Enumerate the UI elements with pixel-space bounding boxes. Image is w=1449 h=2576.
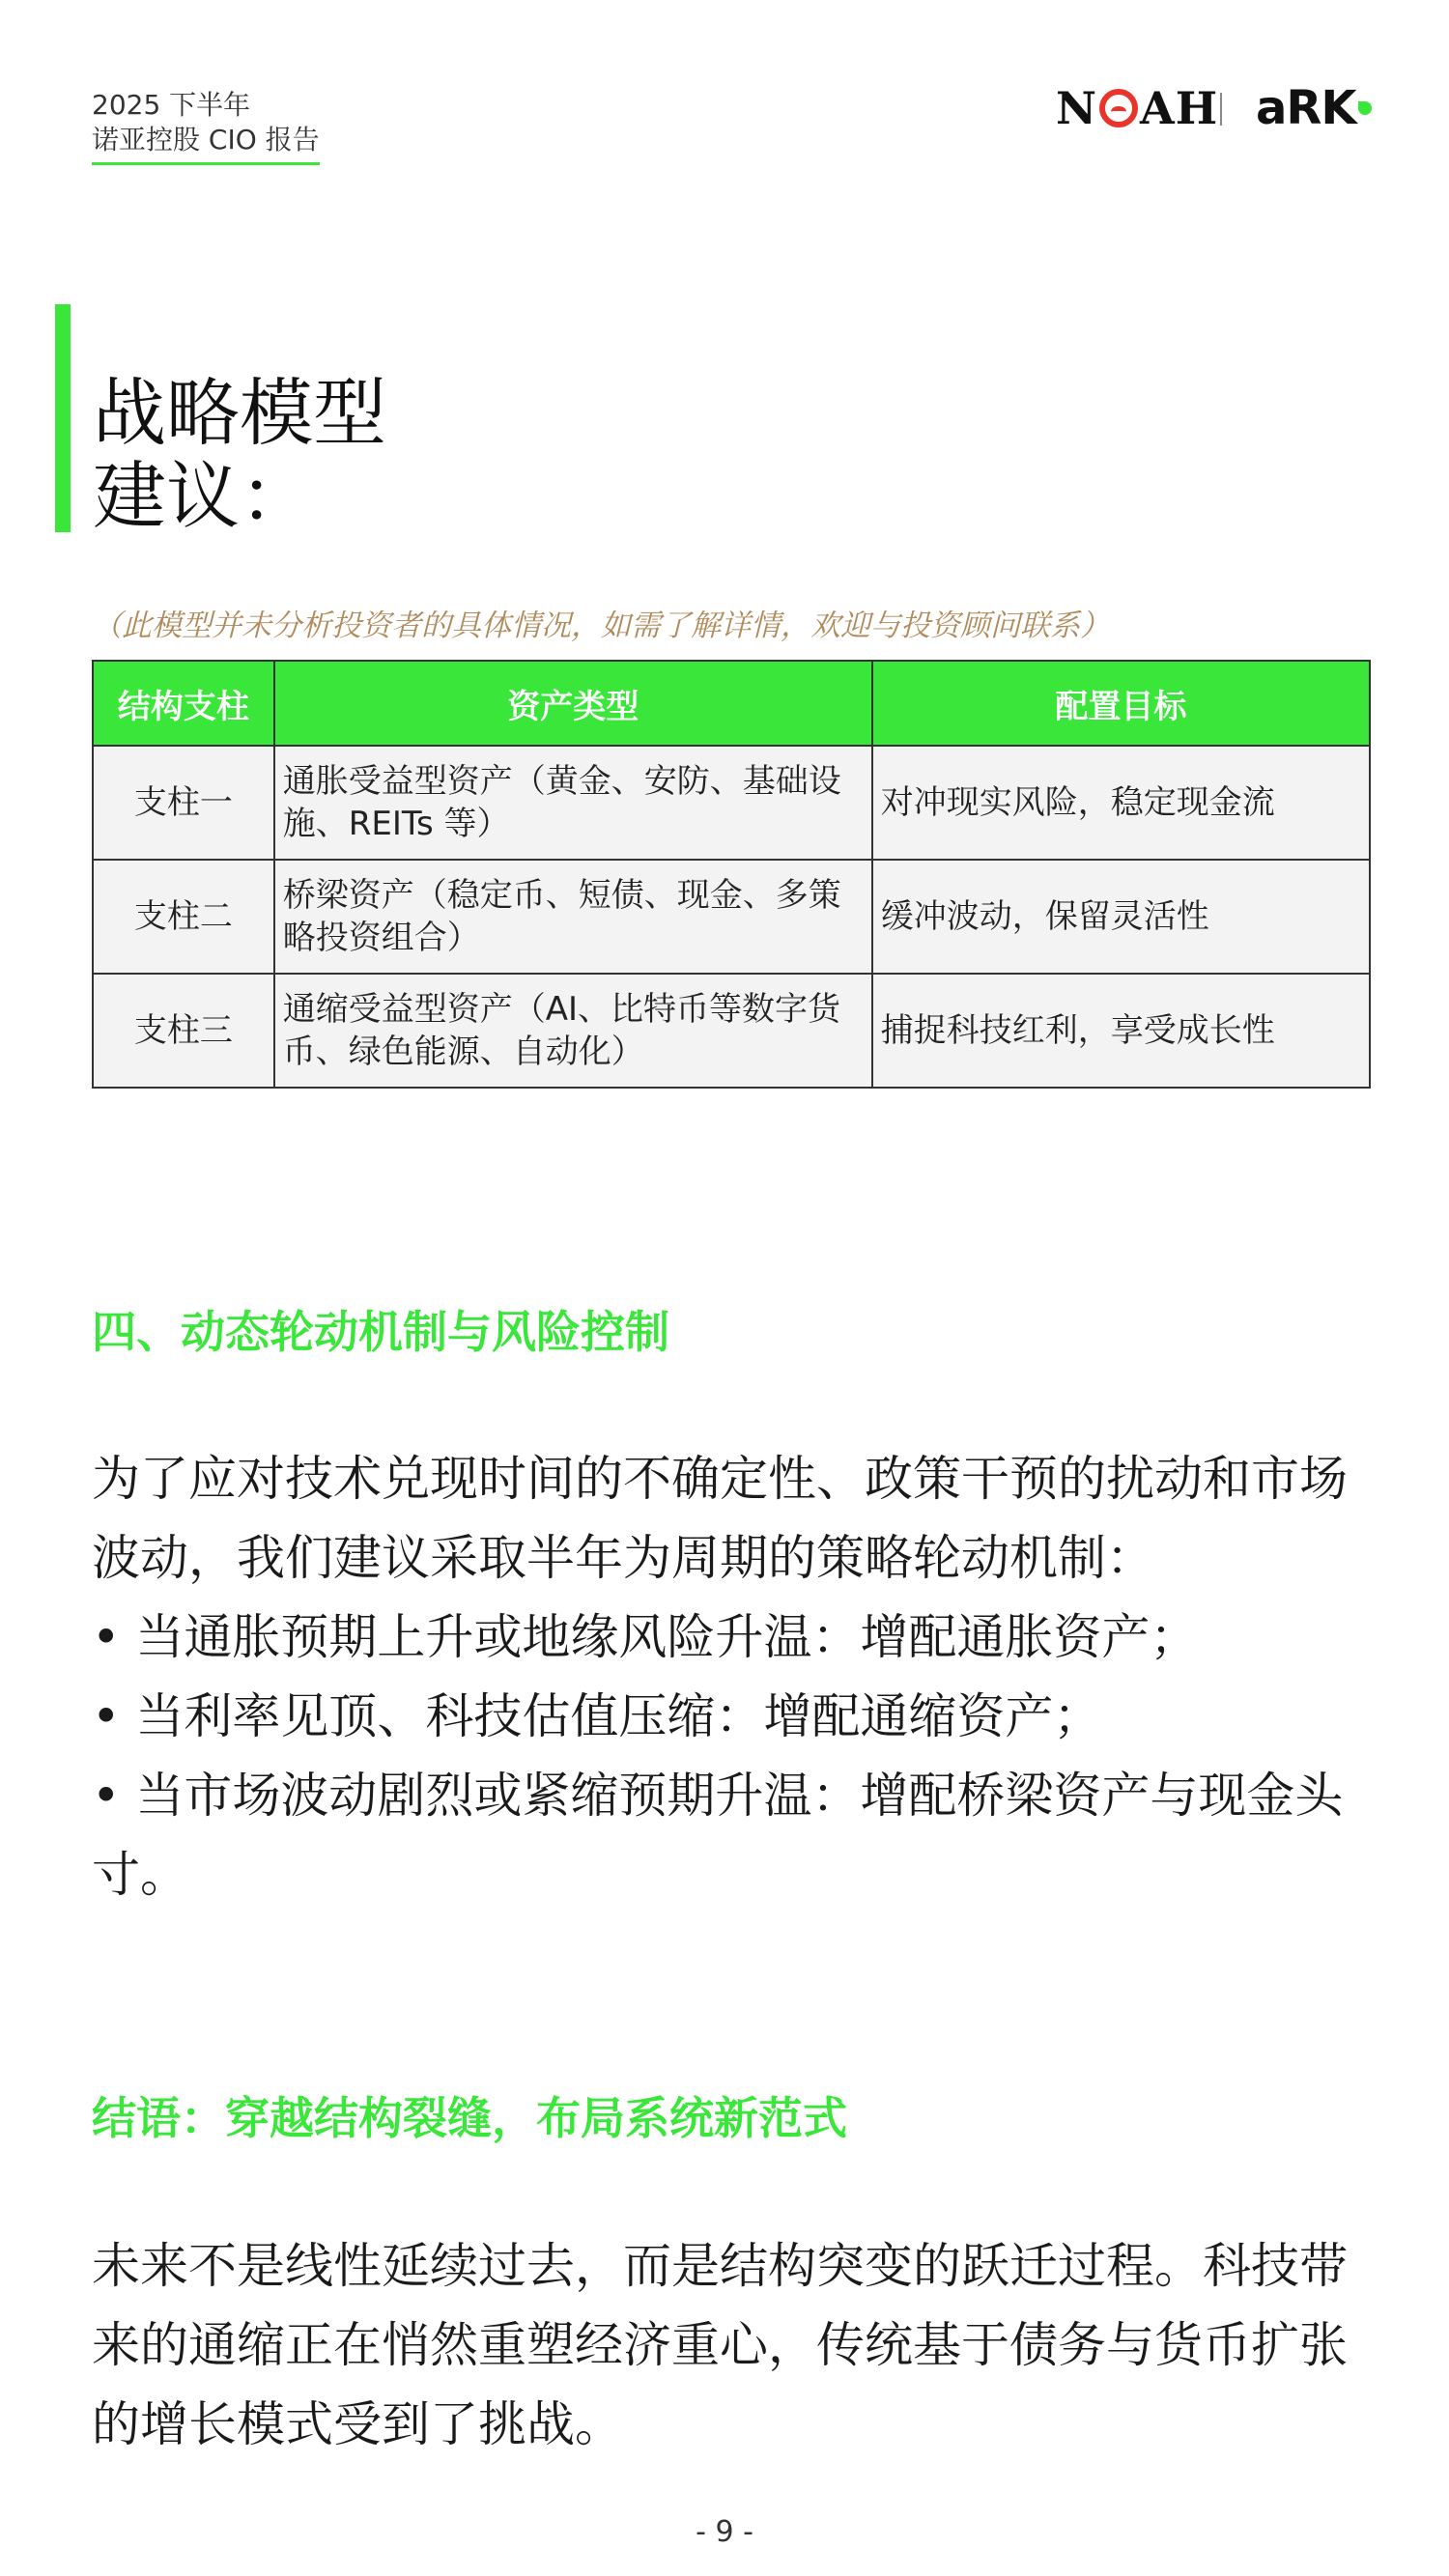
table-row xyxy=(93,974,1370,1088)
section-intro-paragraph: 为了应对技术兑现时间的不确定性、政策干预的扰动和市场波动，我们建议采取半年为周期的策略轮动机制： xyxy=(92,1451,1348,1586)
header-report-name: 诺亚控股 CIO 报告 xyxy=(92,124,320,165)
header-year: 2025 下半年 xyxy=(92,89,251,121)
page-number: - 9 - xyxy=(696,2515,753,2549)
section-heading-conclusion: 结语：穿越结构裂缝，布局系统新范式 xyxy=(92,2092,847,2144)
page-title-line1: 战略模型 xyxy=(93,370,386,456)
logo-separator xyxy=(1220,93,1222,126)
table-cell-asset-type: 通胀受益型资产（黄金、安防、基础设施、REITs 等） xyxy=(274,746,872,860)
title-accent-bar xyxy=(55,304,71,532)
list-item: • 当市场波动剧烈或紧缩预期升温：增配桥梁资产与现金头寸。 xyxy=(92,1768,1344,1903)
list-item: • 当通胀预期上升或地缘风险升温：增配通胀资产； xyxy=(92,1609,1199,1665)
ark-logo: aRK xyxy=(1256,79,1372,137)
table-cell-allocation-goal: 捕捉科技红利，享受成长性 xyxy=(872,974,1370,1088)
table-cell-pillar: 支柱一 xyxy=(93,746,274,860)
allocation-table xyxy=(92,660,1371,1089)
page-title xyxy=(93,372,386,538)
table-cell-asset-type: 桥梁资产（稳定币、短债、现金、多策略投资组合） xyxy=(274,860,872,974)
table-cell-allocation-goal: 缓冲波动，保留灵活性 xyxy=(872,860,1370,974)
page-title-line2: 建议： xyxy=(93,453,313,539)
noah-logo-o-mark xyxy=(1099,89,1138,127)
column-header-pillar: 结构支柱 xyxy=(93,661,274,746)
ark-leaf-icon xyxy=(1358,101,1372,115)
column-header-allocation-goal: 配置目标 xyxy=(872,661,1370,746)
table-cell-allocation-goal: 对冲现实风险，稳定现金流 xyxy=(872,746,1370,860)
disclaimer: （此模型并未分析投资者的具体情况，如需了解详情，欢迎与投资顾问联系） xyxy=(92,609,1110,643)
noah-logo: N AH xyxy=(1056,82,1219,134)
table-cell-pillar: 支柱二 xyxy=(93,860,274,974)
column-header-asset-type: 资产类型 xyxy=(274,661,872,746)
section-heading-rotation: 四、动态轮动机制与风险控制 xyxy=(92,1306,669,1358)
table-cell-pillar: 支柱三 xyxy=(93,974,274,1088)
conclusion-paragraph: 未来不是线性延续过去，而是结构突变的跃迁过程。科技带来的通缩正在悄然重塑经济重心，传统基于债务与货币扩张的增长模式受到了挑战。 xyxy=(92,2238,1348,2452)
list-item: • 当利率见顶、科技估值压缩：增配通缩资产； xyxy=(92,1688,1102,1744)
table-header-row xyxy=(93,661,1370,746)
table-row xyxy=(93,860,1370,974)
table-row xyxy=(93,746,1370,860)
table-cell-asset-type: 通缩受益型资产（AI、比特币等数字货币、绿色能源、自动化） xyxy=(274,974,872,1088)
rotation-bullet-list xyxy=(92,1598,1377,1914)
